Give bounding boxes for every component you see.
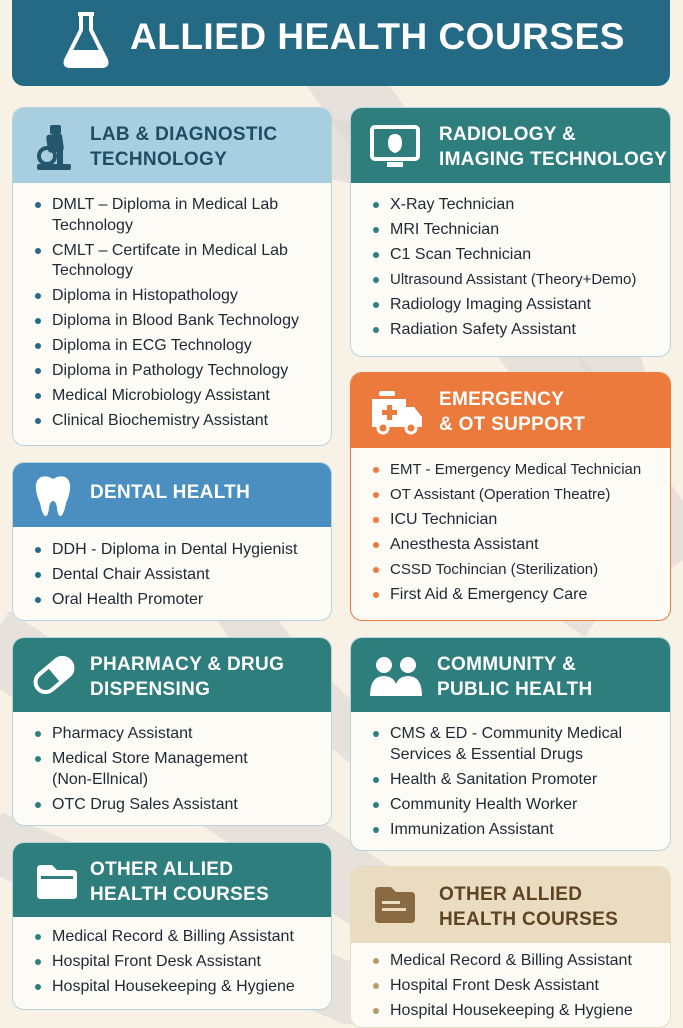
list-item: Pharmacy Assistant: [13, 724, 331, 745]
course-list: [13, 195, 331, 432]
course-list: [351, 951, 670, 1022]
list-item: Diploma in ECG Technology: [13, 336, 331, 357]
card-emergency: [350, 372, 671, 621]
course-list: [351, 460, 670, 606]
card-title-line1: OTHER ALLIED: [90, 859, 234, 880]
ambulance-icon: [369, 391, 425, 435]
list-item: Medical Store Management (Non-Ellnical): [13, 749, 292, 790]
card-header: [13, 463, 331, 527]
list-item: Hospital Housekeeping & Hygiene: [351, 1001, 670, 1022]
course-list: [351, 724, 670, 840]
list-item: Hospital Front Desk Assistant: [13, 952, 331, 973]
list-item: Hospital Front Desk Assistant: [351, 976, 670, 997]
people-icon: [369, 656, 423, 698]
list-item: OTC Drug Sales Assistant: [13, 795, 331, 816]
list-item: Immunization Assistant: [351, 820, 670, 841]
card-header: [351, 867, 670, 943]
card-pharmacy: [12, 637, 332, 826]
list-item: Medical Record & Billing Assistant: [13, 927, 331, 948]
card-title-line1: OTHER ALLIED: [439, 884, 583, 905]
list-item: Radiation Safety Assistant: [351, 320, 670, 341]
card-title-line1: COMMUNITY &: [437, 654, 577, 675]
card-title-line2: IMAGING TECHNOLOGY: [439, 149, 668, 170]
list-item: Hospital Housekeeping & Hygiene: [13, 977, 331, 998]
card-title-line2: DISPENSING: [90, 679, 211, 700]
list-item: Dental Chair Assistant: [13, 565, 331, 586]
microscope-icon: [33, 122, 77, 172]
document-folder-icon: [373, 885, 417, 925]
course-list: [13, 724, 331, 815]
card-header: [351, 373, 670, 448]
card-title-line1: RADIOLOGY &: [439, 124, 577, 145]
folder-icon: [35, 863, 79, 901]
monitor-scan-icon: [369, 124, 421, 170]
list-item: ICU Technician: [351, 510, 670, 531]
card-dental-health: [12, 462, 332, 621]
list-item: Diploma in Pathology Technology: [13, 361, 331, 382]
list-item: Oral Health Promoter: [13, 590, 331, 611]
list-item: C1 Scan Technician: [351, 245, 670, 266]
flask-icon: [60, 8, 112, 70]
page-header: [12, 0, 670, 86]
list-item: Radiology Imaging Assistant: [351, 295, 670, 316]
tooth-icon: [33, 474, 73, 518]
card-community: [350, 637, 671, 851]
card-header: [13, 843, 331, 917]
list-item: First Aid & Emergency Care: [351, 585, 670, 606]
list-item: EMT - Emergency Medical Technician: [351, 460, 670, 481]
card-title-line2: HEALTH COURSES: [90, 884, 270, 905]
list-item: Health & Sanitation Promoter: [351, 770, 670, 791]
card-header: [13, 108, 331, 183]
card-title: DENTAL HEALTH: [90, 482, 251, 503]
capsule-icon: [31, 654, 77, 696]
list-item: DMLT – Diploma in Medical Lab Technology: [13, 195, 302, 236]
list-item: Ultrasound Assistant (Theory+Demo): [351, 270, 670, 291]
list-item: Anesthesta Assistant: [351, 535, 670, 556]
card-radiology: [350, 107, 671, 357]
card-title-line1: LAB & DIAGNOSTIC: [90, 124, 278, 145]
card-lab-diagnostic: [12, 107, 332, 446]
list-item: Clinical Biochemistry Assistant: [13, 411, 331, 432]
card-title-line2: HEALTH COURSES: [439, 909, 619, 930]
card-title-line1: PHARMACY & DRUG: [90, 654, 285, 675]
list-item: DDH - Diploma in Dental Hygienist: [13, 540, 331, 561]
list-item: Diploma in Blood Bank Technology: [13, 311, 331, 332]
course-list: [13, 927, 331, 998]
card-other-allied: [12, 842, 332, 1010]
list-item: X-Ray Technician: [351, 195, 670, 216]
list-item: Diploma in Histopathology: [13, 286, 331, 307]
list-item: OT Assistant (Operation Theatre): [351, 485, 670, 506]
course-list: [13, 540, 331, 611]
card-title-line2: & OT SUPPORT: [439, 414, 586, 435]
list-item: MRI Technician: [351, 220, 670, 241]
list-item: Medical Record & Billing Assistant: [351, 951, 670, 972]
course-list: [351, 195, 670, 341]
card-title-line1: EMERGENCY: [439, 389, 565, 410]
card-header: [13, 638, 331, 712]
list-item: Medical Microbiology Assistant: [13, 386, 331, 407]
list-item: Community Health Worker: [351, 795, 670, 816]
list-item: CMS & ED - Community Medical Services & Essential Drugs: [351, 724, 640, 765]
list-item: CMLT – Certifcate in Medical Lab Technology: [13, 241, 302, 282]
card-title-line2: PUBLIC HEALTH: [437, 679, 593, 700]
card-other-allied-alt: [350, 866, 671, 1028]
list-item: CSSD Tochincian (Sterilization): [351, 560, 670, 581]
card-header: [351, 638, 670, 712]
card-title-line2: TECHNOLOGY: [90, 149, 228, 170]
page-title: ALLIED HEALTH COURSES: [130, 16, 625, 57]
card-header: [351, 108, 670, 183]
